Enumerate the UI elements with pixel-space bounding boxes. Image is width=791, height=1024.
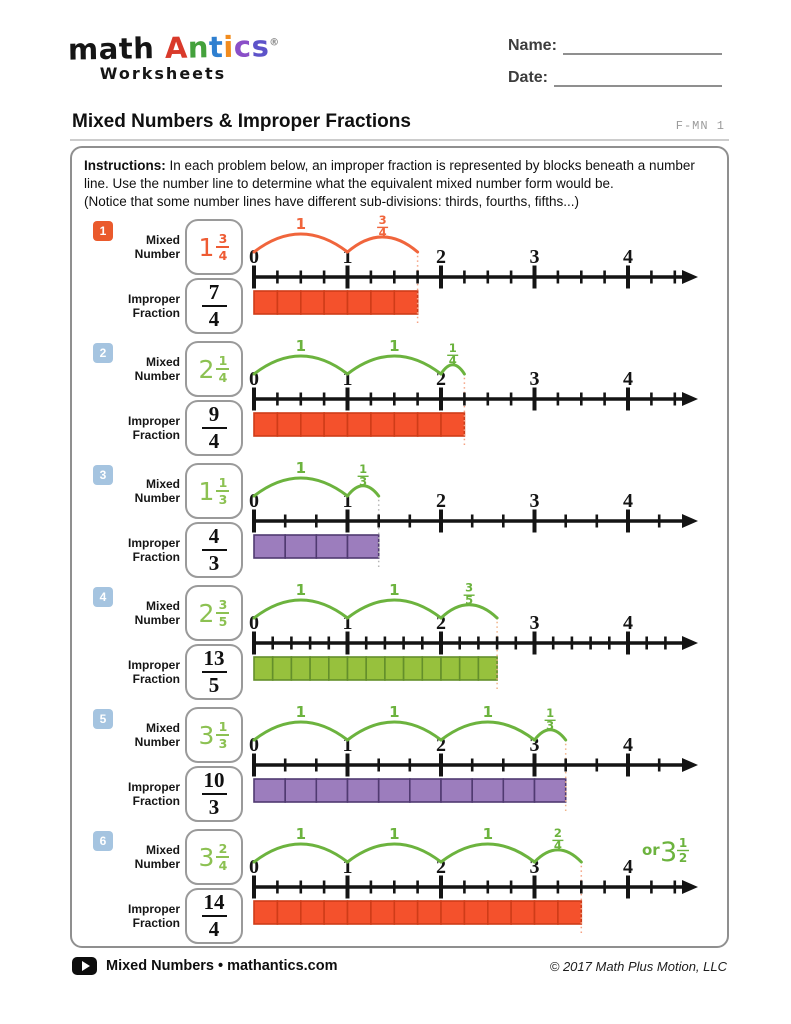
fraction-block	[301, 291, 324, 314]
fraction-block	[310, 657, 329, 680]
fraction-block	[254, 535, 285, 558]
tick-label: 0	[249, 246, 259, 269]
tick-label: 3	[529, 246, 540, 269]
logo-subtitle: Worksheets	[99, 64, 227, 83]
arrow-head	[682, 514, 698, 528]
mixed-numerator: 1	[218, 719, 228, 735]
fraction-block	[404, 657, 423, 680]
mixed-denominator: 3	[218, 492, 228, 508]
fraction-block	[394, 901, 417, 924]
tick-label: 0	[249, 368, 259, 391]
fraction-block	[441, 901, 464, 924]
improper-denominator: 4	[208, 429, 220, 454]
alt-answer-or: or	[642, 841, 660, 860]
mixed-numerator: 3	[218, 231, 228, 247]
arc-fraction-numerator: 1	[546, 706, 555, 721]
problem-row	[84, 459, 715, 581]
tick-label: 0	[249, 612, 259, 635]
mixed-whole: 3	[198, 842, 215, 872]
arc-label: 1	[295, 337, 307, 356]
fraction-block	[478, 657, 497, 680]
name-write-line	[563, 36, 722, 55]
improper-fraction-box	[185, 278, 243, 334]
improper-denominator: 5	[208, 673, 220, 698]
tick-label: 2	[436, 246, 446, 269]
fraction-block	[558, 901, 581, 924]
arc-fraction-denominator: 3	[546, 718, 555, 733]
answer-boxes	[185, 219, 243, 334]
fraction-block	[535, 901, 558, 924]
fraction-block	[441, 413, 464, 436]
improper-numerator: 9	[208, 402, 220, 427]
tick-label: 1	[342, 734, 353, 757]
mixed-whole: 1	[198, 476, 215, 506]
problem-row	[84, 215, 715, 337]
logo-letter: i	[223, 29, 235, 64]
fraction-block	[379, 779, 410, 802]
tick-label: 0	[249, 490, 259, 513]
logo-letter: s	[251, 29, 270, 64]
fraction-block	[316, 779, 347, 802]
fraction-block	[348, 413, 371, 436]
improper-numerator: 10	[203, 768, 225, 793]
improper-fraction-label: Improper Fraction	[127, 780, 180, 809]
improper-denominator: 3	[208, 551, 220, 576]
arc-label: 1	[295, 215, 307, 234]
problem-number-badge: 4	[93, 587, 113, 607]
hop-arc	[254, 600, 348, 618]
improper-fraction-box	[185, 522, 243, 578]
mixed-number-label: Mixed Number	[134, 355, 180, 384]
fraction-block	[324, 291, 347, 314]
tick-label: 4	[623, 734, 633, 757]
mixed-denominator: 3	[218, 736, 228, 752]
arc-fraction-denominator: 3	[359, 474, 368, 489]
problem-number-badge: 3	[93, 465, 113, 485]
improper-fraction-box	[185, 766, 243, 822]
arc-label: 1	[482, 703, 494, 722]
hop-arc	[348, 356, 442, 374]
arc-label: 1	[295, 459, 307, 478]
fraction-block	[348, 779, 379, 802]
arc-fraction-denominator: 5	[465, 593, 474, 608]
hop-arc	[348, 600, 442, 618]
improper-fraction-label: Improper Fraction	[127, 902, 180, 931]
logo-word-antics	[165, 29, 270, 65]
fraction-block	[418, 901, 441, 924]
date-label: Date:	[508, 69, 549, 87]
tick-label: 0	[249, 856, 259, 879]
improper-numerator: 7	[208, 280, 220, 305]
arrow-head	[682, 758, 698, 772]
improper-numerator: 4	[208, 524, 220, 549]
number-line-wrap	[246, 577, 698, 704]
number-line	[246, 821, 698, 943]
fraction-block	[254, 413, 277, 436]
mixed-number-label: Mixed Number	[134, 233, 180, 262]
tick-label: 1	[342, 856, 353, 879]
tick-label: 0	[249, 734, 259, 757]
mixed-denominator: 4	[218, 370, 228, 386]
tick-label: 1	[342, 490, 353, 513]
fraction-block	[460, 657, 479, 680]
arc-label: 1	[389, 703, 400, 722]
mixed-number-box	[185, 829, 243, 885]
instructions-body: In each problem below, an improper fraction is represented by blocks beneath a number line. Use the number line to determine what the equivalent mixed number form would be.	[84, 158, 695, 191]
date-field-row	[508, 68, 722, 87]
mixed-number-label: Mixed Number	[134, 599, 180, 628]
hop-arc	[348, 844, 442, 862]
footer	[72, 957, 727, 975]
tick-label: 1	[342, 612, 353, 635]
fraction-block	[366, 657, 385, 680]
problem-row	[84, 825, 715, 947]
fraction-block	[441, 779, 472, 802]
fraction-block	[277, 901, 300, 924]
tick-label: 2	[436, 734, 446, 757]
problem-number-badge: 6	[93, 831, 113, 851]
arc-label: 1	[389, 825, 400, 844]
answer-boxes	[185, 707, 243, 822]
improper-fraction-box	[185, 644, 243, 700]
instructions-note: (Notice that some number lines have different sub-divisions: thirds, fourths, fifths...)	[84, 193, 579, 209]
date-write-line	[554, 68, 722, 87]
fraction-block	[324, 901, 347, 924]
answer-boxes	[185, 463, 243, 578]
arrow-head	[682, 880, 698, 894]
number-line-wrap	[246, 699, 698, 826]
fraction-block	[316, 535, 347, 558]
footer-brand	[72, 957, 338, 975]
hop-arc	[254, 234, 348, 252]
problems	[84, 215, 715, 947]
logo-wordmark	[67, 29, 280, 67]
fraction-block	[301, 901, 324, 924]
mixed-whole: 2	[198, 354, 215, 384]
row-labels	[118, 219, 180, 334]
improper-numerator: 14	[203, 890, 225, 915]
tick-label: 3	[529, 368, 540, 391]
improper-fraction-box	[185, 888, 243, 944]
hop-arc	[254, 356, 348, 374]
fraction-block	[441, 657, 460, 680]
fraction-block	[348, 901, 371, 924]
mixed-whole: 1	[198, 232, 215, 262]
arc-label: 1	[482, 825, 494, 844]
tick-label: 1	[342, 246, 353, 269]
fraction-block	[418, 413, 441, 436]
row-labels	[118, 341, 180, 456]
arc-fraction-denominator: 4	[378, 225, 387, 240]
arc-fraction-denominator: 4	[448, 353, 457, 368]
name-date-block	[508, 36, 722, 100]
fraction-block	[277, 413, 300, 436]
tick-label: 4	[623, 246, 633, 269]
fraction-block	[371, 291, 394, 314]
arc-label: 1	[295, 825, 307, 844]
answer-boxes	[185, 341, 243, 456]
hop-arc	[254, 722, 348, 740]
name-field-row	[508, 36, 722, 55]
fraction-block	[410, 779, 441, 802]
instructions-label: Instructions:	[84, 158, 166, 173]
fraction-block	[285, 779, 316, 802]
row-labels	[118, 463, 180, 578]
logo-letter: A	[164, 30, 189, 65]
arc-label: 1	[295, 703, 307, 722]
title-divider	[70, 139, 729, 141]
mixed-number-box	[185, 585, 243, 641]
fraction-block	[277, 291, 300, 314]
problem-row	[84, 703, 715, 825]
improper-denominator: 4	[208, 307, 220, 332]
tick-label: 4	[623, 856, 633, 879]
fraction-block	[394, 413, 417, 436]
problem-row	[84, 337, 715, 459]
fraction-block	[285, 535, 316, 558]
arrow-head	[682, 636, 698, 650]
fraction-block	[291, 657, 310, 680]
arrow-head	[682, 270, 698, 284]
improper-fraction-label: Improper Fraction	[127, 414, 180, 443]
mixed-number-box	[185, 341, 243, 397]
worksheet-code: F-MN 1	[675, 119, 725, 133]
instructions	[84, 157, 715, 210]
mixed-number-label: Mixed Number	[134, 477, 180, 506]
copyright: © 2017 Math Plus Motion, LLC	[549, 958, 727, 974]
tick-label: 4	[623, 612, 633, 635]
number-line	[246, 455, 698, 577]
fraction-block	[254, 901, 277, 924]
row-labels	[118, 585, 180, 700]
fraction-block	[535, 779, 566, 802]
mixed-number-box	[185, 463, 243, 519]
improper-denominator: 4	[208, 917, 220, 942]
tick-label: 1	[342, 368, 353, 391]
fraction-block	[464, 901, 487, 924]
number-line-wrap	[246, 333, 698, 460]
tick-label: 2	[436, 368, 446, 391]
tick-label: 2	[436, 490, 446, 513]
tick-label: 4	[623, 490, 633, 513]
tick-label: 3	[529, 856, 540, 879]
hop-arc	[254, 478, 348, 496]
logo-word-math: math	[67, 31, 155, 67]
improper-fraction-box	[185, 400, 243, 456]
footer-brand-text: Mixed Numbers • mathantics.com	[106, 958, 338, 974]
problem-number-badge: 1	[93, 221, 113, 241]
improper-numerator: 13	[203, 646, 225, 671]
fraction-block	[301, 413, 324, 436]
number-line	[246, 333, 698, 455]
improper-denominator: 3	[208, 795, 220, 820]
mixed-denominator: 4	[218, 858, 228, 874]
mixed-whole: 2	[198, 598, 215, 628]
page-title: Mixed Numbers & Improper Fractions	[72, 111, 411, 132]
arc-label: 1	[389, 581, 400, 600]
arc-fraction-numerator: 3	[378, 213, 387, 228]
mixed-numerator: 2	[218, 841, 228, 857]
mixed-number-box	[185, 219, 243, 275]
problem-row	[84, 581, 715, 703]
fraction-block	[371, 901, 394, 924]
hop-arc	[441, 722, 535, 740]
number-line-wrap	[246, 211, 698, 338]
mixed-number-label: Mixed Number	[134, 843, 180, 872]
arc-fraction-numerator: 1	[359, 462, 368, 477]
logo-letter: t	[208, 29, 224, 65]
fraction-block	[348, 535, 379, 558]
problem-number-badge: 2	[93, 343, 113, 363]
fraction-block	[511, 901, 534, 924]
alt-answer-denominator: 2	[678, 851, 688, 866]
logo-letter: n	[187, 30, 210, 65]
arc-label: 1	[389, 337, 400, 356]
alt-answer-numerator: 1	[678, 836, 688, 851]
hop-arc	[441, 844, 535, 862]
improper-fraction-label: Improper Fraction	[127, 658, 180, 687]
improper-fraction-label: Improper Fraction	[127, 292, 180, 321]
fraction-block	[385, 657, 404, 680]
fraction-block	[273, 657, 292, 680]
arc-fraction-denominator: 4	[553, 838, 562, 853]
mixed-numerator: 3	[218, 597, 228, 613]
mixed-numerator: 1	[218, 353, 228, 369]
arc-fraction-numerator: 2	[553, 826, 562, 841]
mixed-denominator: 5	[218, 614, 228, 630]
mixed-number-box	[185, 707, 243, 763]
tick-label: 3	[529, 734, 540, 757]
hop-arc	[348, 722, 442, 740]
worksheet-body-box	[70, 146, 729, 948]
fraction-block	[488, 901, 511, 924]
math-antics-logo	[67, 29, 280, 83]
fraction-block	[329, 657, 348, 680]
answer-boxes	[185, 585, 243, 700]
mixed-whole: 3	[198, 720, 215, 750]
fraction-block	[348, 657, 367, 680]
answer-boxes	[185, 829, 243, 944]
fraction-block	[503, 779, 534, 802]
arrow-head	[682, 392, 698, 406]
number-line	[246, 699, 698, 821]
fraction-block	[371, 413, 394, 436]
row-labels	[118, 829, 180, 944]
tick-label: 3	[529, 612, 540, 635]
fraction-block	[422, 657, 441, 680]
arc-fraction-numerator: 3	[465, 581, 474, 596]
fraction-block	[254, 291, 277, 314]
mixed-number-label: Mixed Number	[134, 721, 180, 750]
problem-number-badge: 5	[93, 709, 113, 729]
tick-label: 2	[436, 856, 446, 879]
fraction-block	[324, 413, 347, 436]
arc-label: 1	[295, 581, 307, 600]
number-line-wrap	[246, 455, 698, 582]
tick-label: 2	[436, 612, 446, 635]
fraction-block	[254, 779, 285, 802]
fraction-block	[348, 291, 371, 314]
mixed-denominator: 4	[218, 248, 228, 264]
tick-label: 4	[623, 368, 633, 391]
hop-arc	[254, 844, 348, 862]
arc-fraction-numerator: 1	[448, 341, 457, 356]
registered-mark: ®	[269, 37, 280, 49]
row-labels	[118, 707, 180, 822]
logo-letter: c	[233, 29, 252, 64]
play-icon	[72, 957, 97, 975]
fraction-block	[394, 291, 417, 314]
alt-answer-whole: 3	[660, 837, 678, 869]
improper-fraction-label: Improper Fraction	[127, 536, 180, 565]
number-line	[246, 577, 698, 699]
name-label: Name:	[508, 37, 557, 55]
tick-label: 3	[529, 490, 540, 513]
mixed-numerator: 1	[218, 475, 228, 491]
number-line	[246, 211, 698, 333]
number-line-wrap	[246, 821, 698, 948]
fraction-block	[472, 779, 503, 802]
fraction-block	[254, 657, 273, 680]
